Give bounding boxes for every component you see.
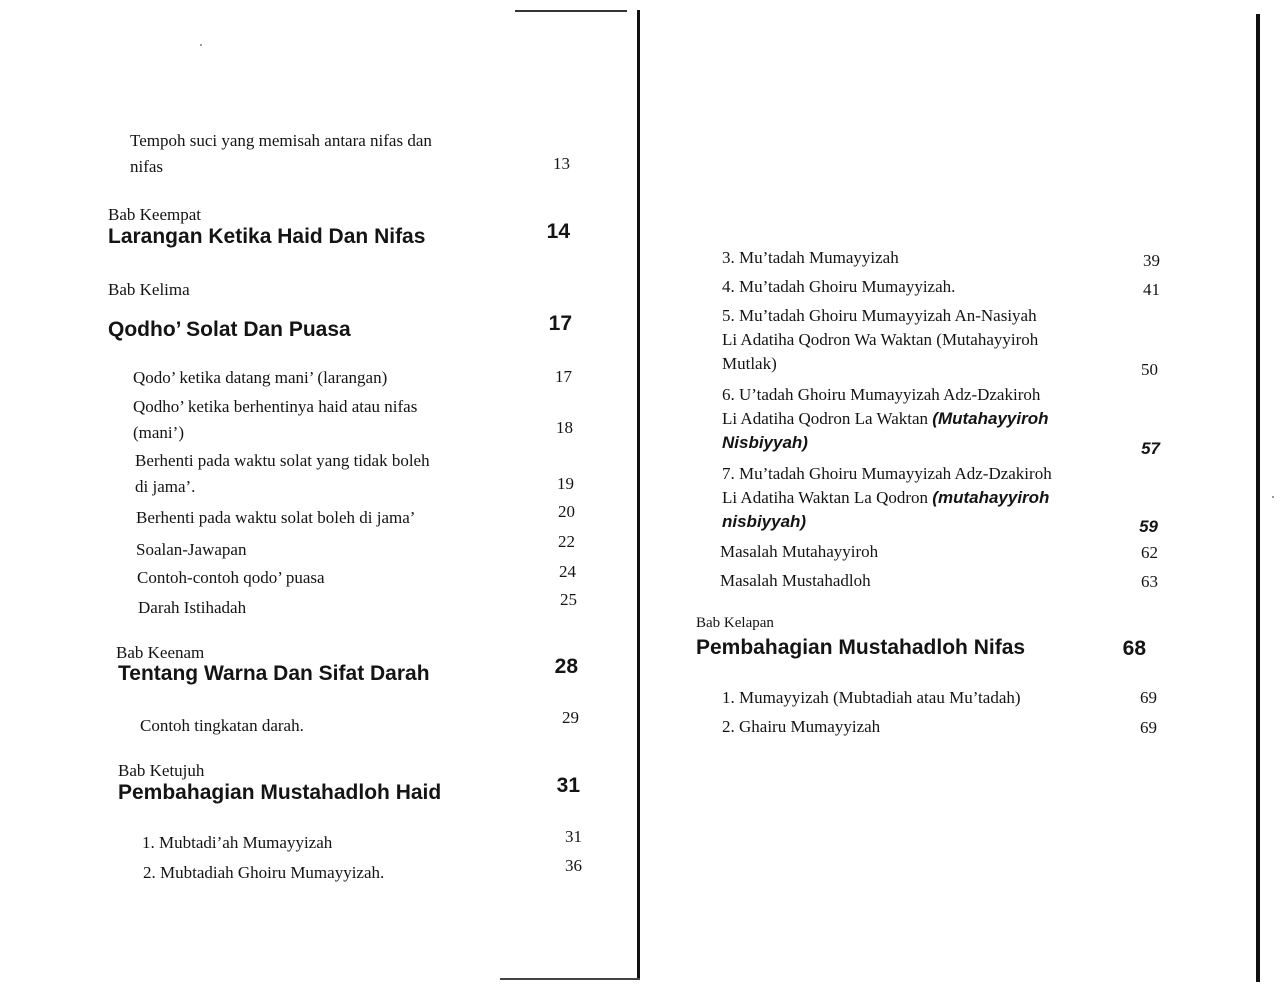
- chapter-title[interactable]: Pembahagian Mustahadloh Nifas: [696, 636, 1026, 659]
- toc-entry[interactable]: [133, 365, 533, 391]
- toc-entry[interactable]: [140, 713, 540, 739]
- toc-entry[interactable]: [722, 245, 1142, 271]
- toc-entry-text: Contoh tingkatan darah.: [140, 716, 304, 735]
- right-page: [652, 0, 1280, 989]
- toc-entry-text: Tempoh suci yang memisah antara nifas dan: [130, 131, 432, 150]
- chapter-label: Bab Keempat: [108, 205, 201, 224]
- toc-entry[interactable]: [136, 505, 536, 531]
- toc-entry-text: 2. Mubtadiah Ghoiru Mumayyizah.: [143, 863, 385, 882]
- chapter-title[interactable]: Tentang Warna Dan Sifat Darah: [118, 662, 430, 685]
- toc-page-number: 20: [558, 502, 575, 521]
- chapter-title[interactable]: Larangan Ketika Haid Dan Nifas: [108, 225, 426, 248]
- toc-page-number: 69: [1140, 688, 1157, 707]
- toc-page-number: 39: [1143, 251, 1160, 270]
- toc-entry-text: Soalan-Jawapan: [136, 540, 247, 559]
- toc-page-number: 63: [1141, 572, 1158, 591]
- chapter-title[interactable]: Qodho’ Solat Dan Puasa: [108, 318, 351, 341]
- toc-entry[interactable]: [722, 274, 1142, 300]
- toc-page-number: 50: [1141, 360, 1158, 379]
- toc-entry-text: Mutlak): [722, 354, 777, 373]
- toc-entry[interactable]: [142, 830, 542, 856]
- toc-entry-emphasis: (Mutahayyiroh: [932, 409, 1049, 428]
- toc-page-number: 57: [1141, 439, 1160, 458]
- toc-page-number: 59: [1139, 517, 1158, 536]
- toc-entry[interactable]: [130, 128, 530, 180]
- chapter-page-number: 28: [554, 655, 578, 678]
- toc-entry-text: Masalah Mustahadloh: [720, 571, 871, 590]
- toc-page-number: 22: [558, 532, 575, 551]
- toc-entry[interactable]: [722, 304, 1142, 376]
- toc-entry-text: Qodho’ ketika berhentinya haid atau nifas: [133, 397, 418, 416]
- toc-entry-text: Berhenti pada waktu solat yang tidak boleh: [135, 451, 430, 470]
- toc-entry-text: Li Adatiha Waktan La Qodron: [722, 488, 929, 507]
- toc-page-number: 13: [553, 154, 570, 173]
- toc-entry[interactable]: [720, 568, 1140, 594]
- toc-page-number: 36: [565, 856, 582, 875]
- toc-page-number: 69: [1140, 718, 1157, 737]
- toc-page-number: 62: [1141, 543, 1158, 562]
- toc-page-number: 18: [556, 418, 573, 437]
- toc-entry-text: 7. Mu’tadah Ghoiru Mumayyizah Adz-Dzakiroh: [722, 464, 1052, 483]
- toc-entry-text: 1. Mubtadi’ah Mumayyizah: [142, 833, 333, 852]
- chapter-page-number: 68: [1122, 637, 1146, 660]
- toc-entry-emphasis: Nisbiyyah): [722, 433, 808, 452]
- toc-entry[interactable]: [722, 685, 1142, 711]
- toc-entry-text: 5. Mu’tadah Ghoiru Mumayyizah An-Nasiyah: [722, 306, 1037, 325]
- toc-entry[interactable]: [720, 539, 1140, 565]
- toc-page-number: 29: [562, 708, 579, 727]
- toc-entry-text: Berhenti pada waktu solat boleh di jama’: [136, 508, 416, 527]
- toc-entry-emphasis: nisbiyyah): [722, 512, 807, 531]
- toc-entry[interactable]: [136, 537, 536, 563]
- chapter-page-number: 17: [548, 312, 572, 335]
- toc-entry-text: Darah Istihadah: [138, 598, 247, 617]
- chapter-title[interactable]: Pembahagian Mustahadloh Haid: [118, 781, 442, 804]
- chapter-label: Bab Ketujuh: [118, 761, 205, 780]
- toc-entry[interactable]: [143, 860, 543, 886]
- toc-entry[interactable]: [722, 714, 1142, 740]
- toc-page-number: 24: [559, 562, 576, 581]
- toc-entry[interactable]: [135, 448, 535, 500]
- toc-entry-text: 3. Mu’tadah Mumayyizah: [722, 248, 899, 267]
- chapter-page-number: 31: [556, 774, 580, 797]
- chapter-label: Bab Keenam: [116, 643, 205, 662]
- toc-entry-text: (mani’): [133, 423, 184, 442]
- toc-entry[interactable]: [722, 462, 1142, 534]
- toc-entry-text: nifas: [130, 157, 164, 176]
- toc-entry-text: Masalah Mutahayyiroh: [720, 542, 879, 561]
- toc-entry-text: 1. Mumayyizah (Mubtadiah atau Mu’tadah): [722, 688, 1021, 707]
- toc-entry-text: 2. Ghairu Mumayyizah: [722, 717, 881, 736]
- toc-page-number: 17: [555, 367, 572, 386]
- toc-page-number: 25: [560, 590, 577, 609]
- toc-entry-emphasis: (mutahayyiroh: [932, 488, 1050, 507]
- chapter-page-number: 14: [546, 220, 570, 243]
- toc-entry-text: Qodo’ ketika datang mani’ (larangan): [133, 368, 388, 387]
- toc-entry[interactable]: [722, 383, 1142, 455]
- chapter-label: Bab Kelapan: [696, 615, 774, 631]
- toc-entry-text: 6. U’tadah Ghoiru Mumayyizah Adz-Dzakiroh: [722, 385, 1041, 404]
- toc-entry[interactable]: [138, 595, 538, 621]
- toc-entry-text: Li Adatiha Qodron Wa Waktan (Mutahayyiroh: [722, 330, 1039, 349]
- toc-entry-text: Contoh-contoh qodo’ puasa: [137, 568, 325, 587]
- toc-page-number: 41: [1143, 280, 1160, 299]
- toc-entry-text: di jama’.: [135, 477, 196, 496]
- toc-entry[interactable]: [137, 565, 537, 591]
- toc-entry-text: 4. Mu’tadah Ghoiru Mumayyizah.: [722, 277, 956, 296]
- toc-entry-text: Li Adatiha Qodron La Waktan: [722, 409, 929, 428]
- toc-page-number: 19: [557, 474, 574, 493]
- chapter-label: Bab Kelima: [108, 280, 190, 299]
- toc-entry[interactable]: [133, 394, 533, 446]
- toc-page-number: 31: [565, 827, 582, 846]
